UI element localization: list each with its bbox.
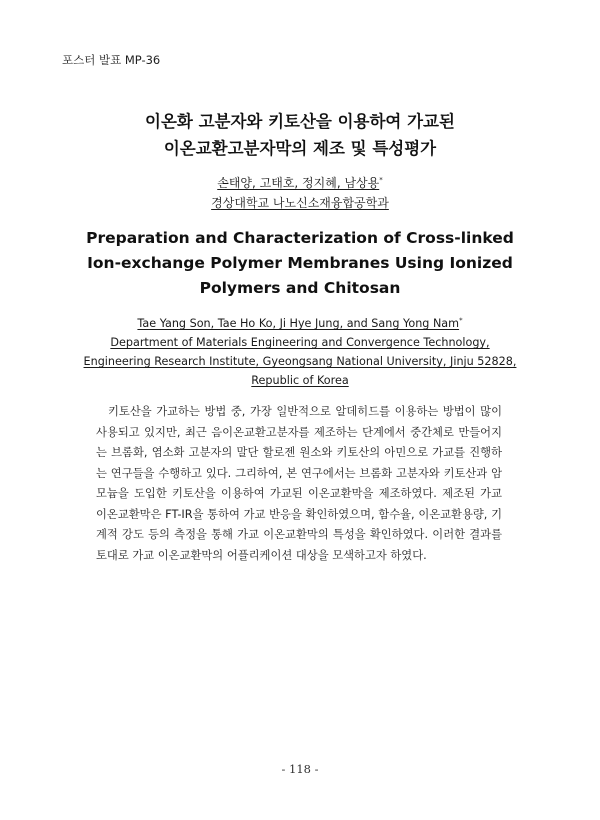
korean-authors xyxy=(0,173,600,193)
english-corresponding-mark: * xyxy=(459,316,463,325)
korean-author-block xyxy=(0,173,600,213)
english-author-block xyxy=(0,314,600,390)
session-tag: 포스터 발표 MP-36 xyxy=(62,53,161,67)
korean-affiliation xyxy=(0,193,600,213)
english-affiliation-text-1: Department of Materials Engineering and Convergence Technology, xyxy=(110,336,490,349)
korean-corresponding-mark: * xyxy=(379,176,383,184)
page-number: - 118 - xyxy=(281,762,319,776)
abstract-body: 키토산을 가교하는 방법 중, 가장 일반적으로 알데히드를 이용하는 방법이 많이 사용되고 있지만, 최근 음이온교환고분자를 제조하는 단계에서 중간체로 만들어지는 브롬화, 염소화 고분자의 말단 할로젠 원소와 키토산의 아민으로 가교를 진행하는 연구들을 수행하고 있다. 그리하여, 본 연구에서는 브롬화 고분자와 키토산과 암모늄을 도입한 키토산을 이용하여 가교된 이온교환막을 제조하였다. 제조된 가교 이온교환막은 FT-IR을 통하여 가교 반응을 확인하였으며, 함수율, 이온교환용량, 기계적 강도 등의 측정을 통해 가교 이온교환막의 특성을 확인하였다. 이러한 결과를 토대로 가교 이온교환막의 어플리케이션 대상을 모색하고자 하였다. xyxy=(96,405,502,562)
english-affiliation-text-3: Republic of Korea xyxy=(251,374,349,387)
english-authors xyxy=(0,314,600,333)
english-title xyxy=(0,226,600,301)
english-title-line-3: Polymers and Chitosan xyxy=(199,279,401,297)
korean-affiliation-text: 경상대학교 나노신소재융합공학과 xyxy=(211,196,389,210)
english-title-line-2: Ion-exchange Polymer Membranes Using Ionized xyxy=(87,254,513,272)
english-affiliation-text-2: Engineering Research Institute, Gyeongsang National University, Jinju 52828, xyxy=(83,355,517,368)
korean-title-line-1: 이온화 고분자와 키토산을 이용하여 가교된 xyxy=(145,112,455,131)
korean-title-line-2: 이온교환고분자막의 제조 및 특성평가 xyxy=(163,139,437,158)
english-affiliation-line-3 xyxy=(0,371,600,390)
english-title-line-1: Preparation and Characterization of Cross-linked xyxy=(86,229,514,247)
english-affiliation-line-2 xyxy=(0,352,600,371)
english-author-names: Tae Yang Son, Tae Ho Ko, Ji Hye Jung, and Sang Yong Nam xyxy=(137,317,460,330)
korean-title xyxy=(0,108,600,162)
korean-author-names: 손태양, 고태호, 정지혜, 남상용 xyxy=(217,176,380,190)
english-affiliation-line-1 xyxy=(0,333,600,352)
